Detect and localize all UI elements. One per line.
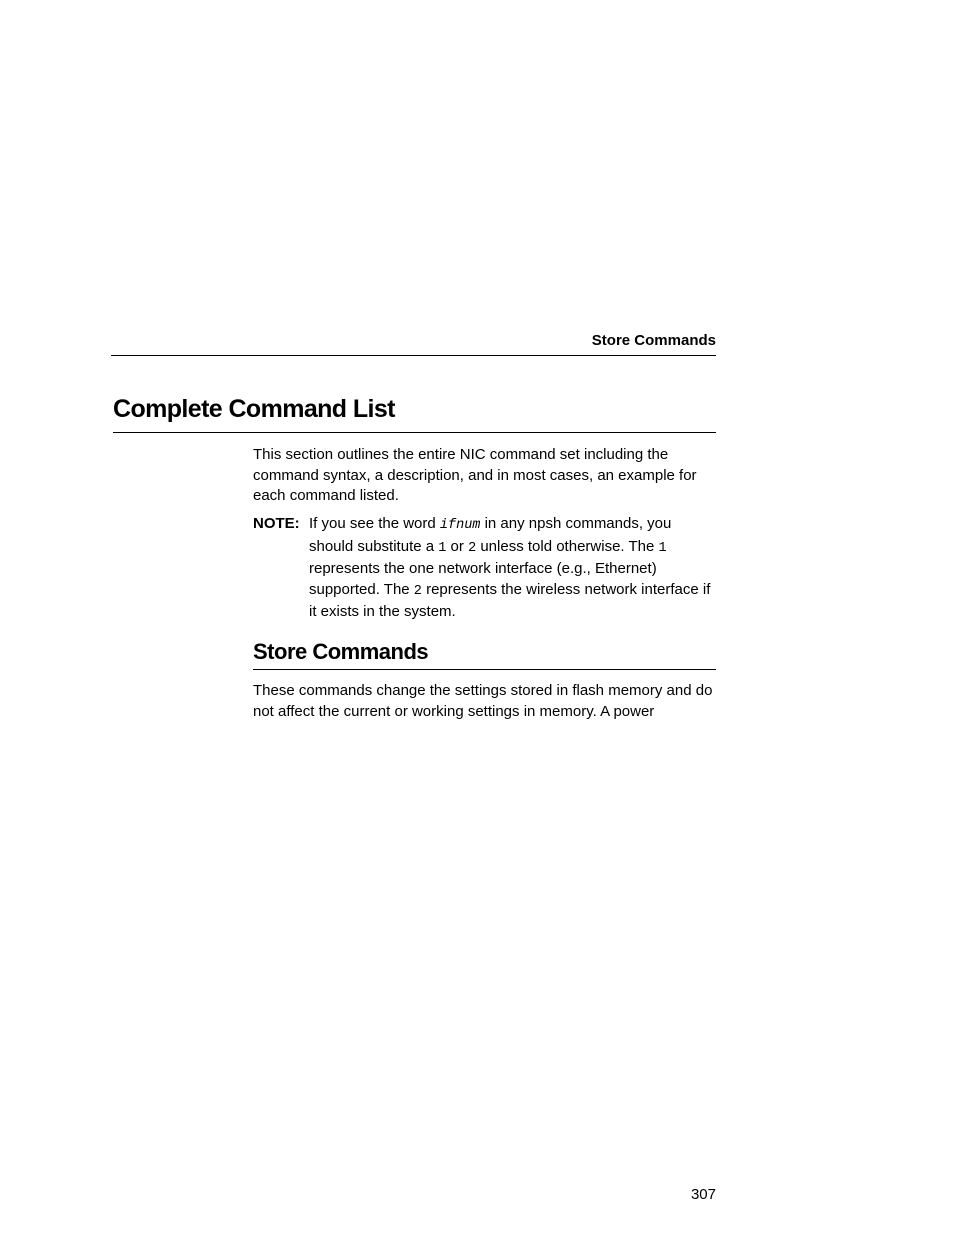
note-code: 2 (468, 540, 477, 556)
intro-paragraph: This section outlines the entire NIC command set including the command syntax, a description, and in most cases, an example for each command listed. (253, 446, 697, 504)
note-code: 1 (658, 540, 667, 556)
note-code: 1 (438, 540, 447, 556)
note-code: 2 (413, 583, 422, 599)
note-text: unless told otherwise. The (476, 537, 659, 555)
note-code-ifnum: ifnum (439, 518, 481, 533)
note-label: NOTE: (253, 515, 300, 532)
running-header: Store Commands (591, 332, 716, 349)
subsection-paragraph: These commands change the settings stored in flash memory and do not affect the current or working settings in memory. A power (253, 682, 713, 720)
header-rule (111, 355, 716, 356)
page-number: 307 (690, 1186, 716, 1203)
note-text: If you see the word (309, 515, 440, 532)
note-text: in any npsh commands, you should substitute a (309, 515, 672, 555)
note-text: represents the one network interface (e.g., Ethernet) supported. The (309, 560, 657, 598)
note-text: or (446, 537, 469, 555)
note-body (309, 514, 718, 623)
note-block (253, 514, 718, 623)
subsection-title-rule (253, 669, 716, 670)
section-title: Complete Command List (113, 395, 395, 423)
section-title-rule (113, 432, 716, 433)
subsection-title: Store Commands (253, 639, 429, 664)
note-text: represents the wireless network interface if it exists in the system. (309, 580, 711, 620)
